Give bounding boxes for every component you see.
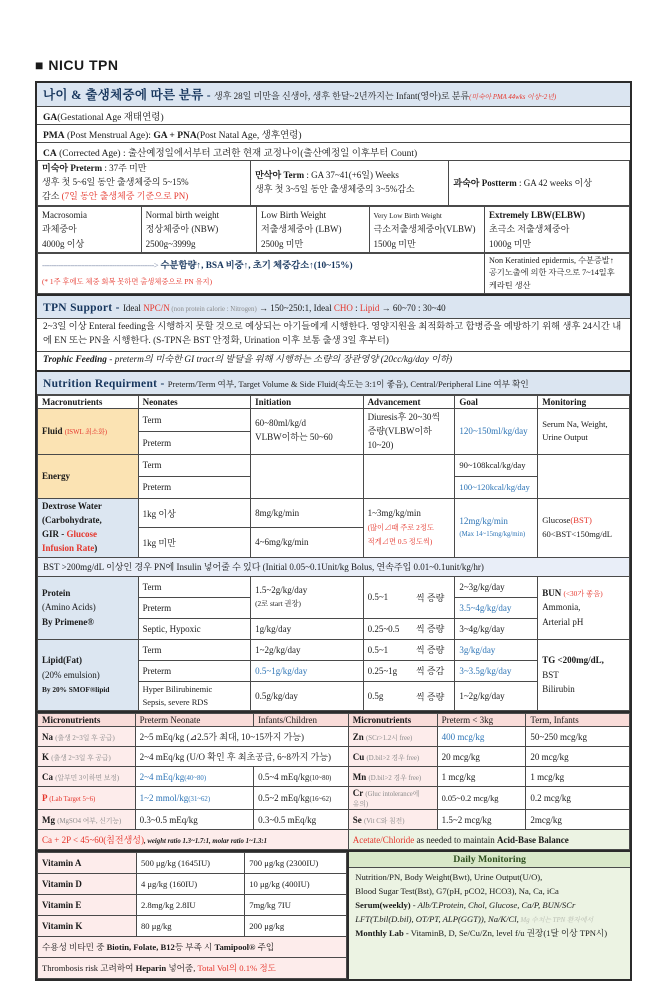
cell-vitamin-e-v2: 7mg/kg 7IU [245,895,347,916]
energy-term-row [38,454,630,476]
ca2p-acetate-row [38,830,630,850]
cell-energy-goal-term: 90~108kcal/kg/day [455,454,538,476]
cell-postterm: 과숙아 Postterm : GA 42 weeks 이상 [449,161,630,206]
cell-vitamin-a-label: Vitamin A [38,853,137,874]
daily-monitoring-block [347,850,632,981]
cell-zn-label: Zn (SCr>1.2시 free) [348,727,437,747]
cell-zn-preterm: 400 mcg/kg [437,727,526,747]
col-advancement: Advancement [363,395,455,408]
nutrition-section [35,370,632,714]
cell-cr-term: 0.2 mcg/kg [526,787,630,810]
cell-lipid-preterm: Preterm [138,660,250,681]
cell-na-label: Na (출생 2~3일 후 공급) [38,727,136,747]
cell-lipid-goal-hyperbili: 1~2g/kg/day [455,681,538,711]
cell-ca2p-rule: Ca + 2P < 45~60(침전생성), weight ratio 1.3~1.7:1, molar ratio 1~1.3:1 [38,830,349,850]
cell-vitamin-d-v1: 4 μg/kg (160IU) [136,874,244,895]
cell-fluid-initiation: 60~80ml/kg/d VLBW이하는 50~60 [251,408,363,454]
cell-fluid-term: Term [138,408,250,431]
cell-protein-term: Term [138,576,250,597]
cell-energy-label: Energy [38,454,139,498]
cell-protein-adv3: 0.25~0.5 씩 증량 [363,618,455,639]
cell-heparin-note: Thrombosis risk 고려하여 Heparin 넣어줌, Total Vol의 0.1% 정도 [38,958,347,979]
col-macronutrients: Macronutrients [38,395,139,408]
cell-lipid-term: Term [138,639,250,660]
ca-mn-row [38,767,630,787]
cell-lipid-goal-preterm: 3~3.5g/kg/day [455,660,538,681]
fluid-term-row [38,408,630,431]
cell-energy-initiation-empty [251,454,363,498]
vitamins-block [35,850,349,981]
cell-cr-label: Cr (Gluc intolerance에 유의) [348,787,437,810]
cell-term: 만삭아 Term : GA 37~41(+6일) Weeks 생후 첫 3~5일 동안 출생체중의 3~5%감소 [251,161,449,206]
vitamin-d-row [38,874,347,895]
col-neonates: Neonates [138,395,250,408]
cell-vitamin-e-v1: 2.8mg/kg 2.8IU [136,895,244,916]
cell-lipid-adv3: 0.5g 씩 증량 [363,681,455,711]
water-soluble-vitamin-row [38,937,347,958]
cell-mg-label: Mg (MgSO4 여부, 신기능) [38,810,136,830]
cell-acetate-rule: Acetate/Chloride as needed to maintain Acid-Base Balance [348,830,629,850]
cell-protein-adv12: 0.5~1 씩 증량 [363,576,455,618]
cell-lipid-adv1: 0.5~1 씩 증량 [363,639,455,660]
ca-definition: CA (Corrected Age) : 출산예정일에서부터 고려한 현재 교정나이(출산예정일 이후부터 Count) [43,148,418,159]
cell-fluid-advancement: Diuresis후 20~30씩 증량(VLBW이하 10~20) [363,408,455,454]
cell-ca-preterm: 2~4 mEq/kg(40~80) [135,767,253,787]
cell-cr-preterm: 0.05~0.2 mcg/kg [437,787,526,810]
cell-fluid-goal: 120~150ml/kg/day [455,408,538,454]
classification-desc: 생후 28일 미만을 신생아, 생후 한달~2년까지는 Infant(영아)로 분류 [214,91,470,101]
cell-keratin-note: Non Keratinied epidermis, 수분증발↑ 공기노출에 의한 자극으로 7~14일후 케라틴 생산 [484,253,629,293]
cell-ca-label: Ca (알부민 3이하면 보정) [38,767,136,787]
protein-term-row [38,576,630,597]
trophic-feeding-line: Trophic Feeding - preterm의 미숙한 GI tract의 발달을 위해 시행하는 소량의 장관영양 (20cc/kg/day 이하) [43,354,453,365]
cell-se-label: Se (Vit C와 침전) [348,810,437,830]
cell-energy-term: Term [138,454,250,476]
pma-definition: PMA (Post Menstrual Age): GA + PNA(Post Natal Age, 생후연령) [37,125,630,143]
col-initiation: Initiation [251,395,363,408]
macronutrients-header-row [38,395,630,408]
cell-nbw: Normal birth weight 정상체중아 (NBW) 2500g~3999g [141,206,256,252]
cell-protein-goal-term: 2~3g/kg/day [455,576,538,597]
daily-line-5-label: Monthly Lab [355,928,404,939]
tpn-support-bar: TPN Support - Ideal NPC/N (non protein calorie : Nitrogen) → 150~250:1, Ideal CHO : Lipid → 60~70 : 30~40 [37,296,630,319]
daily-line-2: Blood Sugar Test(Bst), G7(pH, pCO2, HCO3), Na, Ca, iCa [355,886,559,897]
daily-line-1: Nutrition/PN, Body Weight(Bwt), Urine Output(U/O), [355,872,543,883]
cell-cu-term: 20 mcg/kg [526,747,630,767]
classification-section [35,81,632,296]
cell-protein-preterm: Preterm [138,597,250,618]
cell-p-preterm: 1~2 mmol/kg(31~62) [135,787,253,810]
cell-dextrose-under1kg: 1kg 미만 [138,528,250,557]
cell-vitamin-e-label: Vitamin E [38,895,137,916]
cell-cu-label: Cu (D.bil>2 경우 free) [348,747,437,767]
macronutrients-table [37,395,630,712]
cell-mn-label: Mn (D.bil>2 경우 free) [348,767,437,787]
cell-k-value: 2~4 mEq/kg (U/O 확인 후 최초공급, 6~8까지 가능) [135,747,348,767]
cell-vitamin-k-v1: 80 μg/kg [136,916,244,937]
vitamins-table [37,852,347,979]
vitamin-k-row [38,916,347,937]
classification-title: 나이 & 출생체중에 따른 분류 [43,88,204,102]
cell-lipid-init1: 1~2g/kg/day [251,639,363,660]
bottom-section [35,850,632,981]
vitamin-e-row [38,895,347,916]
cell-protein-goal-septic: 3~4g/kg/day [455,618,538,639]
cell-p-label: P (Lab Target 5~6) [38,787,136,810]
cell-lipid-adv2: 0.25~1g 씩 증감 [363,660,455,681]
nutrition-title: Nutrition Requirment [43,377,158,390]
cell-energy-goal-preterm: 100~120kcal/kg/day [455,476,538,498]
cell-dextrose-advancement: 1~3mg/kg/min (많이⊿때 주로 2정도 적게⊿면 0.5 정도씩) [363,498,455,557]
cell-vitamin-a-v2: 700 μg/kg (2300IU) [245,853,347,874]
cell-vitamin-k-label: Vitamin K [38,916,137,937]
cell-zn-term: 50~250 mcg/kg [526,727,630,747]
cell-fluid-label: Fluid (ISWL 최소화) [38,408,139,454]
cell-protein-septic: Septic, Hypoxic [138,618,250,639]
nutrition-bar: Nutrition Requirment - Preterm/Term 여부, Target Volume & Side Fluid(속도는 3:1이 좋음), Central/Peripheral Line 여부 확인 [37,372,630,395]
cell-dextrose-over1kg: 1kg 이상 [138,498,250,527]
cell-fluid-monitoring: Serum Na, Weight, Urine Output [538,408,630,454]
bst-insulin-row [38,557,630,576]
cell-vitamin-d-v2: 10 μg/kg (400IU) [245,874,347,895]
cell-lipid-init3: 0.5g/kg/day [251,681,363,711]
cell-dextrose-goal: 12mg/kg/min (Max 14~15mg/kg/min) [455,498,538,557]
col-preterm-neonate: Preterm Neonate [135,714,253,727]
micronutrients-table [37,713,630,850]
cell-lbw: Low Birth Weight 저출생체중아 (LBW) 2500g 미만 [257,206,369,252]
na-zn-row [38,727,630,747]
cell-dextrose-init2: 4~6mg/kg/min [251,528,363,557]
cell-lipid-init2: 0.5~1g/kg/day [251,660,363,681]
col-goal: Goal [455,395,538,408]
col-micro-right: Micronutrients [348,714,437,727]
cell-energy-preterm: Preterm [138,476,250,498]
trend-arrow-table [37,253,630,294]
cell-preterm: 미숙아 Preterm : 37주 미만 생후 첫 5~6일 동안 출생체중의 5~15% 감소 (7일 동안 출생체중 기준으로 PN) [38,161,251,206]
cell-protein-init3: 1g/kg/day [251,618,363,639]
cell-na-value: 2~5 mEq/kg (⊿2.5가 최대, 10~15까지 가능) [135,727,348,747]
col-preterm-3kg: Preterm < 3kg [437,714,526,727]
p-cr-row [38,787,630,810]
cell-vlbw: Very Low Birth Weight 극소저출생체중아(VLBW) 1500g 미만 [369,206,484,252]
micronutrients-section [35,711,632,852]
cell-lipid-label: Lipid(Fat) (20% emulsion) By 20% SMOF®lipid [38,639,139,711]
classification-note: (미숙아 PMA 44wks 이상~2년) [469,94,557,101]
cell-cu-preterm: 20 mcg/kg [437,747,526,767]
cell-protein-label: Protein (Amino Acids) By Primene® [38,576,139,639]
col-micro-left: Micronutrients [38,714,136,727]
birth-weight-table [37,206,630,253]
lipid-term-row [38,639,630,660]
heparin-row [38,958,347,979]
micronutrients-header-row [38,714,630,727]
cell-energy-advancement-empty [363,454,455,498]
daily-monitoring-body: Nutrition/PN, Body Weight(Bwt), Urine Output(U/O), Blood Sugar Test(Bst), G7(pH, pCO2, HCO3), Na, Ca, iCa Serum(weekly) - Alb/T.Protein, Chol, Glucose, Ca/P, BUN/SCr LFT(T.bil(D.bil), OT/PT, ALP(GGT)), Na/K/Cl, Mg 수치는 TPN 환자에서 Monthly Lab - VitaminB, D, Se/Cu/Zn, level f/u 권장(1달 이상 TPN시) [349,868,630,979]
cell-vitamin-k-v2: 200 μg/kg [245,916,347,937]
cell-bst-insulin-note: BST >200mg/dL 이상인 경우 PN에 Insulin 넣어줄 수 있다 (Initial 0.05~0.1Unit/kg Bolus, 연속주입 0.01~0.1unit/kg/hr) [38,557,630,576]
tpn-support-title: TPN Support [43,301,113,314]
col-term-infants: Term, Infants [526,714,630,727]
mg-se-row [38,810,630,830]
cell-mn-term: 1 mcg/kg [526,767,630,787]
cell-dextrose-label: Dextrose Water (Carbohydrate, GIR - Glucose Infusion Rate) [38,498,139,557]
cell-vitamin-d-label: Vitamin D [38,874,137,895]
classification-header-bar: 나이 & 출생체중에 따른 분류 - 생후 28일 미만을 신생아, 생후 한달~2년까지는 Infant(영아)로 분류(미숙아 PMA 44wks 이상~2년) [37,83,630,107]
cell-se-term: 2mcg/kg [526,810,630,830]
ga-definition: GA(Gestational Age 재태연령) [37,107,630,125]
tpn-support-section [35,294,632,372]
dextrose-row1 [38,498,630,527]
cell-se-preterm: 1.5~2 mcg/kg [437,810,526,830]
document-body [35,81,632,981]
cell-dextrose-init1: 8mg/kg/min [251,498,363,527]
cell-vitamin-a-v1: 500 μg/kg (1645IU) [136,853,244,874]
cell-lipid-goal-term: 3g/kg/day [455,639,538,660]
cell-k-label: K (출생 2~3일 후 공급) [38,747,136,767]
cell-macrosomia: Macrosomia 과체중아 4000g 이상 [38,206,142,252]
maturity-table [37,160,630,206]
cell-protein-init12: 1.5~2g/kg/day (2로 start 권장) [251,576,363,618]
col-monitoring: Monitoring [538,395,630,408]
cell-mg-preterm: 0.3~0.5 mEq/kg [135,810,253,830]
cell-trend-arrow: ------------------------------------------------> 수분함량↑, BSA 비중↑, 초기 체중감소↑(10~15%) (* 1주 후에도 체중 회복 못하면 출생체중으로 PN 유지) [38,253,485,293]
cell-elbw: Extremely LBW(ELBW) 초극소 저출생체중아 1000g 미만 [484,206,629,252]
cell-p-infants: 0.5~2 mEq/kg(16~62) [254,787,349,810]
cell-lipid-monitoring: TG <200mg/dL, BST Bilirubin [538,639,630,711]
cell-protein-monitoring: BUN (<30가 좋음) Ammonia, Arterial pH [538,576,630,639]
cell-dextrose-monitoring: Glucose(BST) 60<BST<150mg/dL [538,498,630,557]
daily-line-3-label: Serum(weekly) [355,900,411,911]
daily-monitoring-title: Daily Monitoring [349,852,630,868]
cell-protein-goal-preterm: 3.5~4g/kg/day [455,597,538,618]
col-infants-children: Infants/Children [254,714,349,727]
cell-ca-infants: 0.5~4 mEq/kg(10~80) [254,767,349,787]
page-title: ■ NICU TPN [35,57,119,73]
cell-mn-preterm: 1 mcg/kg [437,767,526,787]
cell-fluid-preterm: Preterm [138,431,250,454]
cell-lipid-hyperbili: Hyper Bilirubinemic Sepsis, severe RDS [138,681,250,711]
k-cu-row [38,747,630,767]
daily-line-4: LFT(T.bil(D.bil), OT/PT, ALP(GGT)), Na/K/Cl, [355,914,519,925]
cell-biotin-note: 수용성 비타민 중 Biotin, Folate, B12등 부족 시 Tamipool® 주입 [38,937,347,958]
vitamin-a-row [38,853,347,874]
cell-mg-infants: 0.3~0.5 mEq/kg [254,810,349,830]
cell-energy-monitoring-empty [538,454,630,498]
tpn-support-paragraph: 2~3일 이상 Enteral feeding을 시행하지 못할 것으로 예상되는 아기들에게 시행한다. 영양지원을 최적화하고 합병증을 예방하기 위해 생후 24시간 내에 EN 또는 PN을 시행한다. (S-TPN은 BST 안정화, Urination 이후 보통 출생 3일 후부터) [37,319,630,352]
